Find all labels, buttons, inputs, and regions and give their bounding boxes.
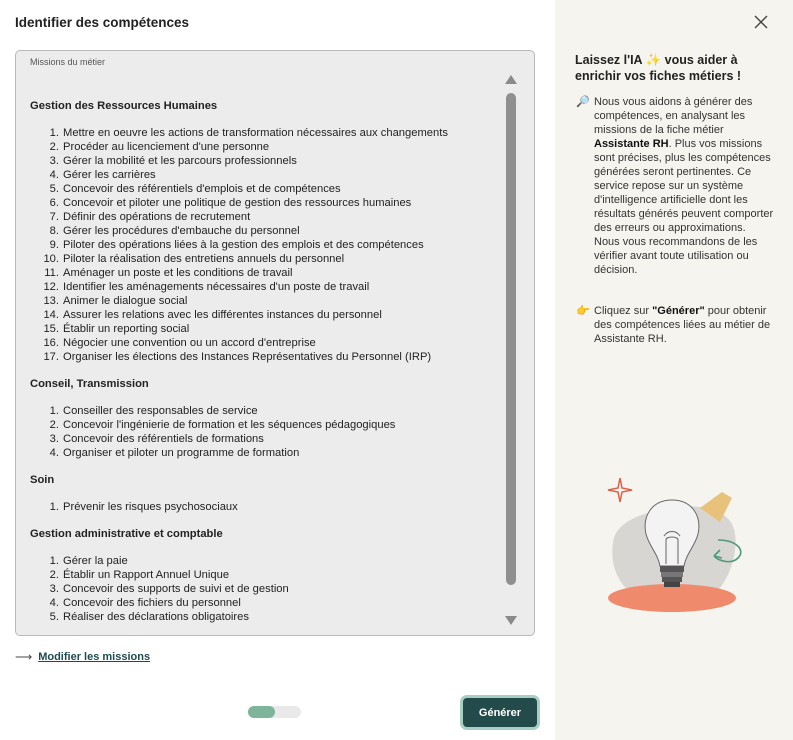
missions-section-title: Conseil, Transmission xyxy=(30,378,149,390)
missions-list xyxy=(30,554,500,624)
mission-number: 2. xyxy=(49,569,59,581)
mission-number: 7. xyxy=(49,211,59,223)
mission-item xyxy=(30,336,500,350)
mission-number: 3. xyxy=(49,583,59,595)
mission-text: Concevoir l'ingénierie de formation et les séquences pédagogiques xyxy=(63,419,396,431)
mission-number: 4. xyxy=(49,597,59,609)
mission-item xyxy=(30,294,500,308)
mission-text: Concevoir des fichiers du personnel xyxy=(63,597,241,609)
missions-list xyxy=(30,126,500,364)
mission-number: 6. xyxy=(49,197,59,209)
mission-text: Identifier les aménagements nécessaires d'un poste de travail xyxy=(63,281,370,293)
ai-info-instruction: 👉 Cliquez sur "Générer" pour obtenir des compétences liées au métier de Assistante RH. xyxy=(576,305,771,345)
generate-keyword-bold: "Générer" xyxy=(652,305,705,317)
missions-section-title: Gestion des Ressources Humaines xyxy=(30,100,218,112)
mission-number: 4. xyxy=(49,169,59,181)
mission-item xyxy=(30,568,500,582)
mission-item xyxy=(30,596,500,610)
mission-item xyxy=(30,182,500,196)
job-title-bold: Assistante RH xyxy=(594,138,669,150)
mission-item xyxy=(30,554,500,568)
mission-text: Piloter des opérations liées à la gestion des emplois et des compétences xyxy=(63,239,424,251)
scroll-thumb[interactable] xyxy=(506,93,516,585)
mission-text: Gérer les carrières xyxy=(63,169,156,181)
missions-list xyxy=(30,404,500,460)
mission-text: Prévenir les risques psychosociaux xyxy=(63,501,238,513)
mission-number: 8. xyxy=(49,225,59,237)
ai-info-description: 🔎 Nous vous aidons à générer des compétences, en analysant les missions de la fiche métier Assistante RH. Plus vos missions sont précises, plus les compétences générées seront pertinentes. Ce service repose sur un système d'intelligence artificielle dont les résultats générés peuvent comporter des erreurs ou approximations. Nous vous recommandons de les vérifier avant toute utilisation ou décision. xyxy=(576,96,774,276)
step-progress-fill xyxy=(248,706,275,718)
mission-text: Gérer les procédures d'embauche du personnel xyxy=(63,225,300,237)
mission-text: Aménager un poste et les conditions de travail xyxy=(63,267,293,279)
edit-missions-row xyxy=(15,650,150,664)
missions-textarea[interactable] xyxy=(15,50,535,636)
dialog-title: Identifier des compétences xyxy=(15,15,190,30)
scroll-down-arrow-icon[interactable] xyxy=(505,616,517,625)
mission-text: Réaliser des déclarations obligatoires xyxy=(63,611,249,623)
mission-item xyxy=(30,418,500,432)
mission-text: Concevoir et piloter une politique de gestion des ressources humaines xyxy=(63,197,412,209)
mission-item xyxy=(30,582,500,596)
mission-number: 5. xyxy=(49,183,59,195)
mission-item xyxy=(30,322,500,336)
ai-promo-title: Laissez l'IA ✨ vous aider à enrichir vos fiches métiers ! xyxy=(575,53,742,83)
mission-item xyxy=(30,446,500,460)
generate-button[interactable]: Générer xyxy=(460,695,540,730)
mission-text: Gérer la paie xyxy=(63,555,128,567)
mission-item xyxy=(30,266,500,280)
mission-text: Conseiller des responsables de service xyxy=(63,405,258,417)
lightbulb-illustration-icon xyxy=(600,478,760,618)
mission-item xyxy=(30,210,500,224)
close-icon[interactable] xyxy=(753,14,769,30)
mission-item xyxy=(30,168,500,182)
mission-number: 1. xyxy=(49,555,59,567)
mission-text: Organiser et piloter un programme de formation xyxy=(63,447,300,459)
mission-item xyxy=(30,432,500,446)
missions-legend: Missions du métier xyxy=(30,57,106,67)
mission-number: 16. xyxy=(43,337,59,349)
mission-text: Organiser les élections des Instances Représentatives du Personnel (IRP) xyxy=(63,351,432,363)
mission-number: 17. xyxy=(43,351,59,363)
missions-scrollbar[interactable] xyxy=(504,73,518,629)
magnifier-icon: 🔎 xyxy=(576,96,590,108)
mission-number: 3. xyxy=(49,433,59,445)
missions-section-title: Gestion administrative et comptable xyxy=(30,528,223,540)
mission-text: Gérer la mobilité et les parcours professionnels xyxy=(63,155,297,167)
edit-missions-link[interactable]: Modifier les missions xyxy=(38,651,151,663)
mission-text: Assurer les relations avec les différentes instances du personnel xyxy=(63,309,382,321)
scroll-up-arrow-icon[interactable] xyxy=(505,75,517,84)
mission-item xyxy=(30,196,500,210)
missions-content xyxy=(30,99,500,636)
mission-text: Établir un Rapport Annuel Unique xyxy=(63,569,230,581)
mission-item xyxy=(30,126,500,140)
mission-number: 1. xyxy=(49,405,59,417)
missions-list xyxy=(30,500,500,514)
mission-item xyxy=(30,610,500,624)
mission-number: 3. xyxy=(49,155,59,167)
mission-number: 9. xyxy=(49,239,59,251)
mission-item xyxy=(30,280,500,294)
mission-number: 1. xyxy=(49,127,59,139)
mission-text: Négocier une convention ou un accord d'entreprise xyxy=(63,337,316,349)
mission-number: 5. xyxy=(49,611,59,623)
mission-item xyxy=(30,500,500,514)
mission-number: 11. xyxy=(44,267,59,279)
mission-item xyxy=(30,308,500,322)
mission-number: 13. xyxy=(43,295,59,307)
mission-item xyxy=(30,350,500,364)
mission-item xyxy=(30,404,500,418)
mission-number: 2. xyxy=(49,141,59,153)
arrow-right-icon: ⟶ xyxy=(15,650,33,664)
mission-text: Définir des opérations de recrutement xyxy=(63,211,251,223)
mission-text: Concevoir des référentiels d'emplois et de compétences xyxy=(63,183,341,195)
missions-section-title: Soin xyxy=(30,474,55,486)
mission-item xyxy=(30,140,500,154)
mission-text: Mettre en oeuvre les actions de transformation nécessaires aux changements xyxy=(63,127,448,139)
mission-text: Animer le dialogue social xyxy=(63,295,188,307)
mission-number: 2. xyxy=(49,419,59,431)
mission-text: Concevoir des référentiels de formations xyxy=(63,433,264,445)
mission-number: 4. xyxy=(49,447,59,459)
pointing-hand-icon: 👉 xyxy=(576,305,590,317)
mission-item xyxy=(30,154,500,168)
mission-number: 1. xyxy=(49,501,59,513)
mission-text: Établir un reporting social xyxy=(63,323,190,335)
mission-number: 12. xyxy=(43,281,59,293)
mission-item xyxy=(30,224,500,238)
mission-number: 14. xyxy=(43,309,59,321)
step-progress xyxy=(248,706,301,718)
mission-text: Concevoir des supports de suivi et de gestion xyxy=(63,583,289,595)
mission-number: 15. xyxy=(43,323,59,335)
mission-item xyxy=(30,252,500,266)
mission-number: 10. xyxy=(43,253,59,265)
mission-text: Procéder au licenciement d'une personne xyxy=(63,141,270,153)
mission-text: Piloter la réalisation des entretiens annuels du personnel xyxy=(63,253,345,265)
mission-item xyxy=(30,238,500,252)
